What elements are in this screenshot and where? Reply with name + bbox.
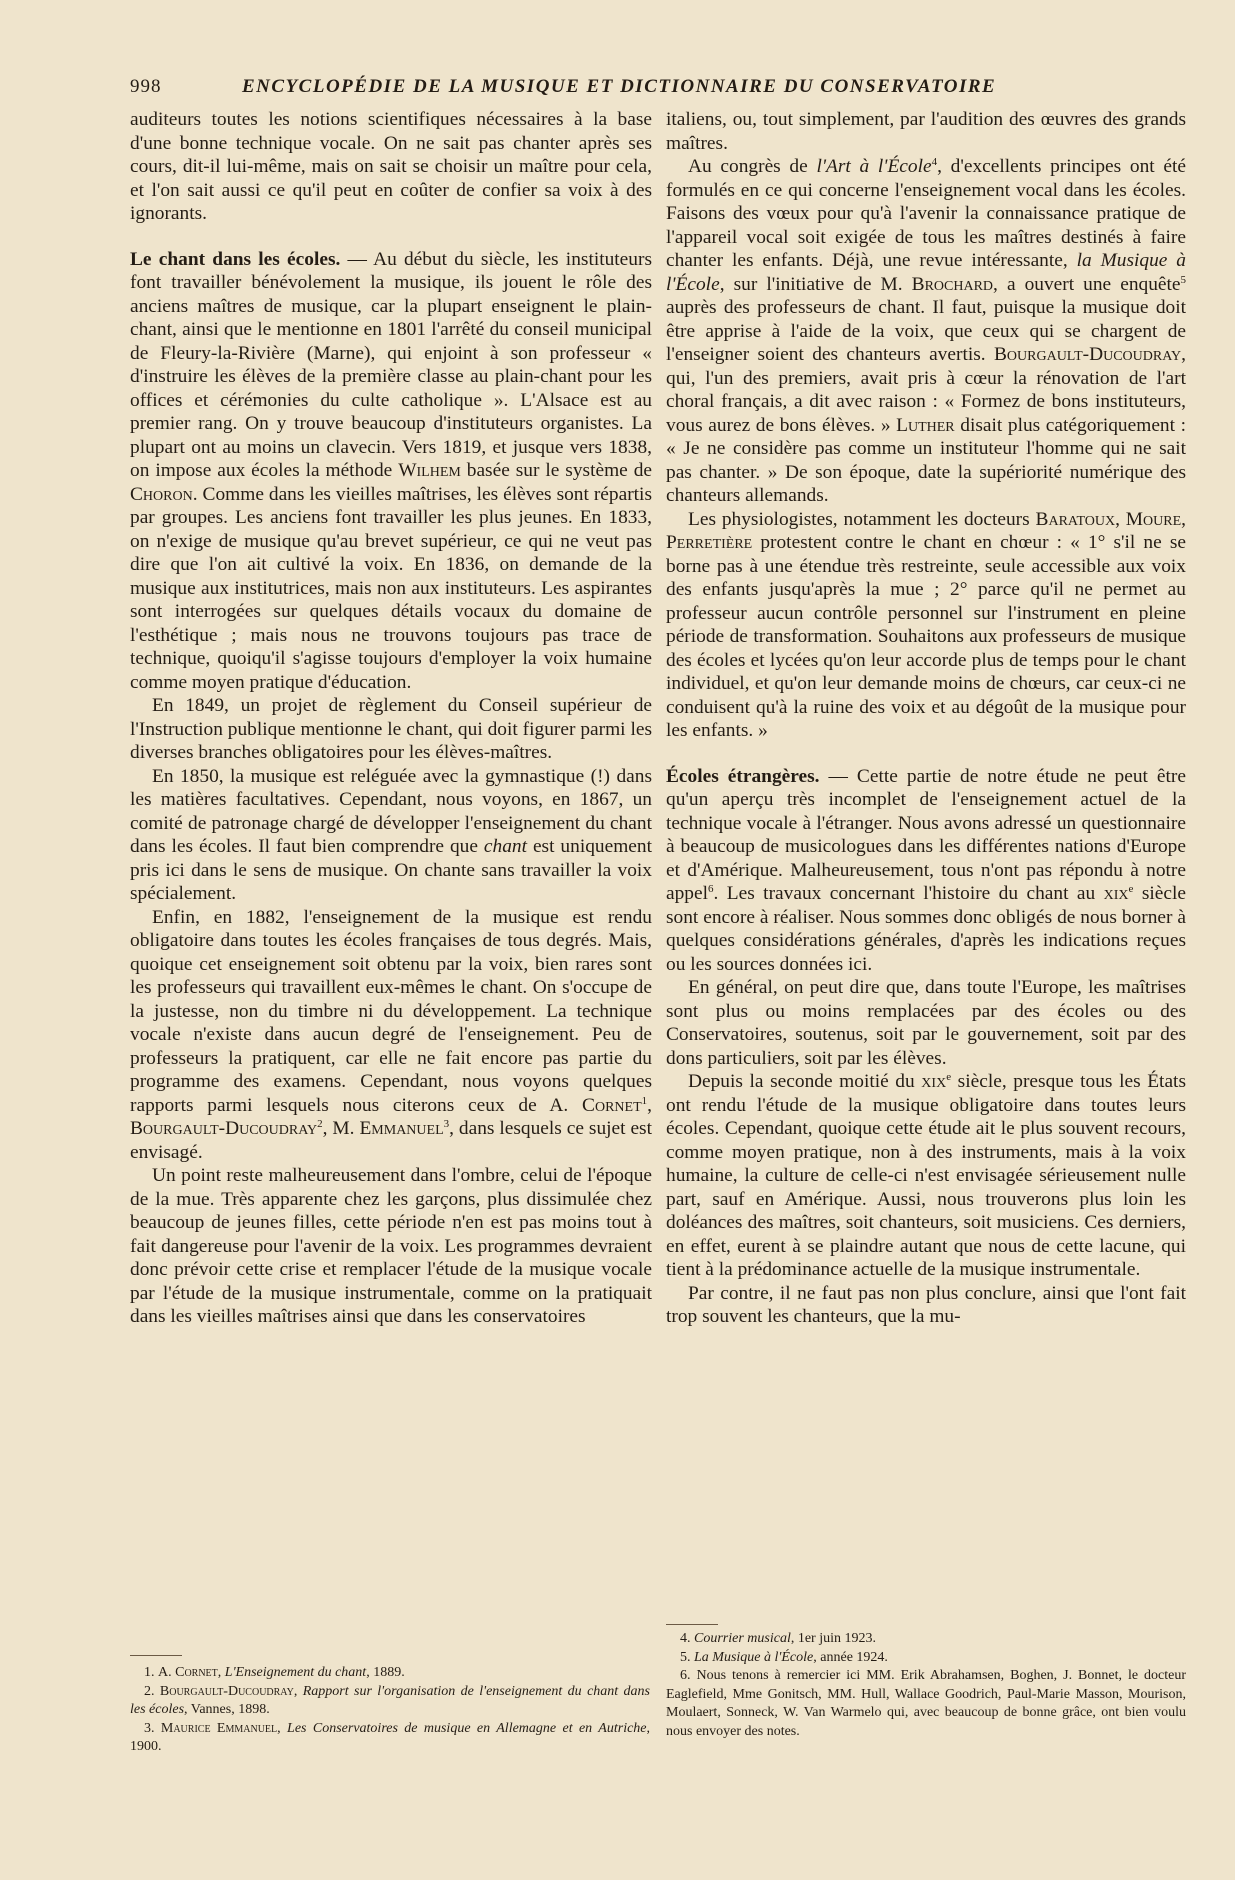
- footnote-text: , 1er juin 1923.: [790, 1631, 876, 1646]
- footnotes-right: [666, 1630, 1186, 1741]
- running-title: ENCYCLOPÉDIE DE LA MUSIQUE ET DICTIONNAIRE DU CONSERVATOIRE: [242, 76, 997, 97]
- text-run: En 1850, la musique est reléguée avec la gymnastique (!) dans les matières facultatives. Cependant, nous voyons, en 1867, un comité de patronage chargé de développer l'enseignement du chant dans les écoles. Il faut bien comprendre que: [130, 765, 652, 857]
- footnote-text: , année 1924.: [813, 1649, 888, 1665]
- italic-title: l'Art à l'École: [816, 156, 932, 177]
- footnote: [666, 1649, 1186, 1668]
- footnote-ref[interactable]: 3: [443, 1118, 450, 1130]
- paragraph: [666, 508, 1186, 743]
- paragraph: [130, 765, 652, 906]
- text-run: — Cette partie de notre étude ne peut être qu'un aperçu très incomplet de l'enseignement actuel de la technique vocale à l'étranger. Nous avons adressé un questionnaire à beaucoup de musicologues dans les différentes nations d'Europe et d'Amérique. Malheureusement, tous n'ont pas répondu à notre appel: [666, 765, 1186, 904]
- footnote-title: Les Conservatoires de musique en Allemagne et en Autriche: [287, 1720, 647, 1736]
- paragraph: En général, on peut dire que, dans toute l'Europe, les maîtrises sont plus ou moins remplacées par des écoles ou des Conservatoires, soutenus, soit par le gouvernement, soit par des dons particuliers, soit par les élèves.: [666, 977, 1186, 1069]
- footnote: 3. Maurice Emmanuel, Les Conservatoires de musique en Allemagne et en Autriche, 1900.: [130, 1720, 651, 1754]
- person-name: Choron: [130, 483, 193, 505]
- text-run: auprès des professeurs de chant. Il faut, puisque la musique doit être apprise à l'aide de la voix, que ceux qui se chargent de l'enseigner soient des chanteurs avertis.: [666, 297, 1186, 365]
- section-ecoles-etrangeres: [666, 765, 1186, 977]
- footnote-title: L'Enseignement du chant: [224, 1665, 367, 1680]
- footnote-number: 2.: [144, 1683, 160, 1699]
- running-header: [130, 76, 1060, 102]
- text-run: protestent contre le chant en chœur : « 1° s'il ne se borne pas à une étendue très restreinte, seule accessible aux voix des enfants jusqu'après la mue ; 2° parce qu'il ne permet au professeur aucun contrôle personnel sur l'instrument en pleine période de transformation. Souhaitons aux professeurs de musique des écoles et lycées qu'on leur accorde plus de temps pour le chant individuel, et qu'on leur demande moins de chœurs, car ceux-ci ne conduisent qu'à la ruine des voix et au dégoût de la musique pour les enfants. »: [666, 532, 1186, 741]
- text-run: , a ouvert une enquête: [993, 273, 1181, 295]
- person-names: Baratoux, Moure, Perretière: [666, 508, 1186, 553]
- person-name: Emmanuel: [359, 1118, 444, 1139]
- section-heading: Le chant dans les écoles.: [130, 248, 341, 270]
- footnote-text: , 1889.: [366, 1665, 405, 1680]
- paragraph: auditeurs toutes les notions scientifiques nécessaires à la base d'une bonne technique vocale. On ne sait pas chanter après ses cours, dit-il lui-même, mais on sait se choisir un maître pour cela, et l'on sait aussi ce qu'il peut en coûter de confier sa voix à des ignorants.: [130, 109, 652, 224]
- footnote-ref[interactable]: 2: [317, 1118, 323, 1130]
- footnote-text: , 1900.: [130, 1720, 651, 1754]
- footnote-number: 6.: [680, 1668, 697, 1683]
- person-name: Luther: [896, 414, 955, 436]
- page-number: 998: [130, 76, 162, 97]
- footnote-number: 5.: [680, 1649, 694, 1665]
- footnote-title: Courrier musical: [694, 1631, 791, 1646]
- person-name: Cornet: [582, 1094, 642, 1116]
- person-name: Wilhem: [398, 460, 461, 481]
- text-run: siècle, presque tous les États ont rendu l'étude de la musique obligatoire dans toutes leurs écoles. Cependant, quoique cette étude ait le plus souvent recours, comme moyen pratique, non à des instruments, mais à la voix humaine, la culture de celle-ci n'est envisagée sérieusement nulle part, sauf en Amérique. Aussi, nous trouverons plus loin les doléances des maîtres, soit chanteurs, soit musiciens. Ces derniers, en effet, eurent à se plaindre autant que nous de cette lacune, qui tient à la prédominance actuelle de la musique instrumentale.: [666, 1071, 1186, 1280]
- left-column: [130, 108, 652, 1329]
- footnote-number: 4.: [680, 1631, 694, 1646]
- footnote: 1. A. Cornet, L'Enseignement du chant, 1889.: [144, 1665, 405, 1680]
- italic-title: la Musique à l'École: [666, 250, 1186, 295]
- paragraph: En 1849, un projet de règlement du Conseil supérieur de l'Instruction publique mentionne le chant, qui doit figurer parmi les diverses branches obligatoires pour les élèves-maîtres.: [130, 695, 652, 763]
- paragraph: [130, 906, 652, 1165]
- paragraph: [666, 1070, 1186, 1282]
- paragraph: [666, 155, 1186, 508]
- footnote: [666, 1667, 1186, 1741]
- footnote: [666, 1630, 1186, 1649]
- footnote-ref[interactable]: 6: [708, 883, 714, 895]
- century-numeral: xix: [921, 1071, 947, 1092]
- paragraph: Par contre, il ne faut pas non plus conclure, ainsi que l'ont fait trop souvent les chanteurs, que la mu-: [666, 1282, 1186, 1327]
- person-name: Bourgault-Ducoudray: [130, 1118, 318, 1139]
- italic-term: chant: [483, 836, 527, 857]
- text-run: disait plus catégoriquement : « Je ne considère pas comme un instituteur l'homme qui ne sait pas chanter. » De son époque, date la supériorité numérique des chanteurs allemands.: [666, 414, 1186, 506]
- section-chant-ecoles: [130, 248, 652, 695]
- century-numeral: xix: [1103, 883, 1129, 904]
- footnote-ref[interactable]: 4: [931, 156, 938, 168]
- footnote-divider: [130, 1655, 182, 1656]
- text-run: , sur l'initiative de M.: [719, 273, 912, 295]
- footnote-ref[interactable]: 5: [1180, 273, 1187, 286]
- footnote-title: Rapport sur l'organisation de l'enseignement du chant dans les écoles: [130, 1683, 651, 1717]
- footnote-author: Maurice Emmanuel: [160, 1720, 278, 1736]
- text-run: Au congrès de: [688, 156, 817, 177]
- section-heading: Écoles étrangères.: [666, 765, 820, 787]
- paragraph: Un point reste malheureusement dans l'ombre, celui de l'époque de la mue. Très apparente chez les garçons, plus dissimulée chez beaucoup de jeunes filles, cette période n'en est pas moins tout à fait dangereuse pour l'avenir de la voix. Les programmes devraient donc prévoir cette crise et remplacer l'étude de la musique vocale par l'étude de la musique instrumentale, comme on la pratiquait dans les vieilles maîtrises ainsi que dans les conservatoires: [130, 1165, 652, 1327]
- footnote-author: Bourgault-Ducoudray: [159, 1683, 294, 1699]
- text-run: siècle sont encore à réaliser. Nous sommes donc obligés de nous borner à quelques considérations générales, d'après les indications reçues ou les sources données ici.: [666, 883, 1186, 975]
- text-run: Depuis la seconde moitié du: [688, 1071, 922, 1092]
- century-suffix: e: [1128, 883, 1134, 895]
- footnote-number: 3.: [144, 1720, 161, 1736]
- text-run: Enfin, en 1882, l'enseignement de la musique est rendu obligatoire dans toutes les écoles françaises de tous degrés. Mais, quoique cet enseignement soit obtenu par la voix, bien rares sont les professeurs qui travaillent eux-mêmes le chant. On s'occupe de la justesse, non du timbre ni du développement. La technique vocale n'existe dans aucun degré de l'enseignement. Peu de professeurs la pratiquent, car elle ne fait encore pas partie du programme des examens. Cependant, nous voyons quelques rapports parmi lesquels nous citerons ceux de A.: [130, 906, 652, 1116]
- text-run: ,: [647, 1094, 652, 1116]
- footnote-author: A. Cornet: [158, 1665, 218, 1680]
- text-run: basée sur le système de: [460, 460, 652, 481]
- footnote-ref[interactable]: 1: [641, 1094, 648, 1107]
- footnote-text: Nous tenons à remercier ici MM. Erik Abrahamsen, Boghen, J. Bonnet, le docteur Eaglefield, Mme Gonitsch, MM. Hull, Wallace Goodrich, Paul-Marie Masson, Mourison, Moulaert, Sonneck, W. Van Warmelo qui, avec beaucoup de bonne grâce, ont bien voulu nous envoyer des notes.: [666, 1668, 1186, 1739]
- text-run: Les physiologistes, notamment les docteurs: [688, 508, 1036, 530]
- person-name: Brochard: [911, 273, 994, 295]
- text-run: , dans lesquels ce sujet est envisagé.: [130, 1118, 652, 1163]
- text-run: . Les travaux concernant l'histoire du chant au: [713, 883, 1104, 904]
- footnote-text: , Vannes, 1898.: [184, 1702, 270, 1717]
- footnote-number: 1.: [144, 1665, 158, 1680]
- text-run: , d'excellents principes ont été formulés en ce qui concerne l'enseignement vocal dans les écoles. Faisons des vœux pour qu'à l'avenir la connaissance pratique de l'appareil vocal soit exigée de tous les maîtres destinés à faire chanter les enfants. Déjà, une revue intéressante,: [666, 156, 1186, 271]
- footnotes-left: [130, 1664, 650, 1757]
- paragraph: italiens, ou, tout simplement, par l'audition des œuvres des grands maîtres.: [666, 109, 1186, 154]
- footnote: 2. Bourgault-Ducoudray, Rapport sur l'organisation de l'enseignement du chant dans les écoles, Vannes, 1898.: [130, 1683, 651, 1717]
- person-name: Bourgault-Ducoudray: [993, 344, 1182, 365]
- text-run: , M.: [322, 1118, 360, 1139]
- text-run: est uniquement pris ici dans le sens de musique. On chante sans travailler la voix spécialement.: [130, 836, 652, 904]
- text-run: . Comme dans les vieilles maîtrises, les élèves sont répartis par groupes. Les anciens font travailler les plus jeunes. En 1833, on n'exige de musique qu'au brevet supérieur, ce qui ne veut pas dire que l'on ait cultivé la voix. En 1836, on demande de la musique aux institutrices, mais non aux instituteurs. Les aspirantes sont interrogées sur quelques détails vocaux du domaine de l'esthétique ; mais nous ne trouvons toujours pas trace de technique, quoiqu'il s'agisse toujours d'employer la voix humaine comme moyen pratique d'éducation.: [130, 483, 652, 693]
- footnote-divider: [666, 1624, 718, 1625]
- century-suffix: e: [946, 1071, 952, 1083]
- footnote-title: La Musique à l'École: [694, 1649, 814, 1665]
- text-run: — Au début du siècle, les instituteurs font travailler bénévolement la musique, ils jouent le rôle des anciens maîtres de musique, car la plupart enseignent le plain-chant, ainsi que le mentionne en 1801 l'arrêté du conseil municipal de Fleury-la-Rivière (Marne), qui enjoint à son professeur « d'instruire les élèves de la première classe au plain-chant pour les offices et cérémonies du culte catholique ». L'Alsace est au premier rang. On y trouve beaucoup d'instituteurs organistes. La plupart ont au moins un clavecin. Vers 1819, et jusque vers 1838, on impose aux écoles la méthode: [130, 248, 652, 481]
- right-column: [666, 108, 1186, 1329]
- text-run: , qui, l'un des premiers, avait pris à cœur la rénovation de l'art choral français, a dit avec raison : « Formez de bons instituteurs, vous aurez de bons élèves. »: [666, 344, 1186, 436]
